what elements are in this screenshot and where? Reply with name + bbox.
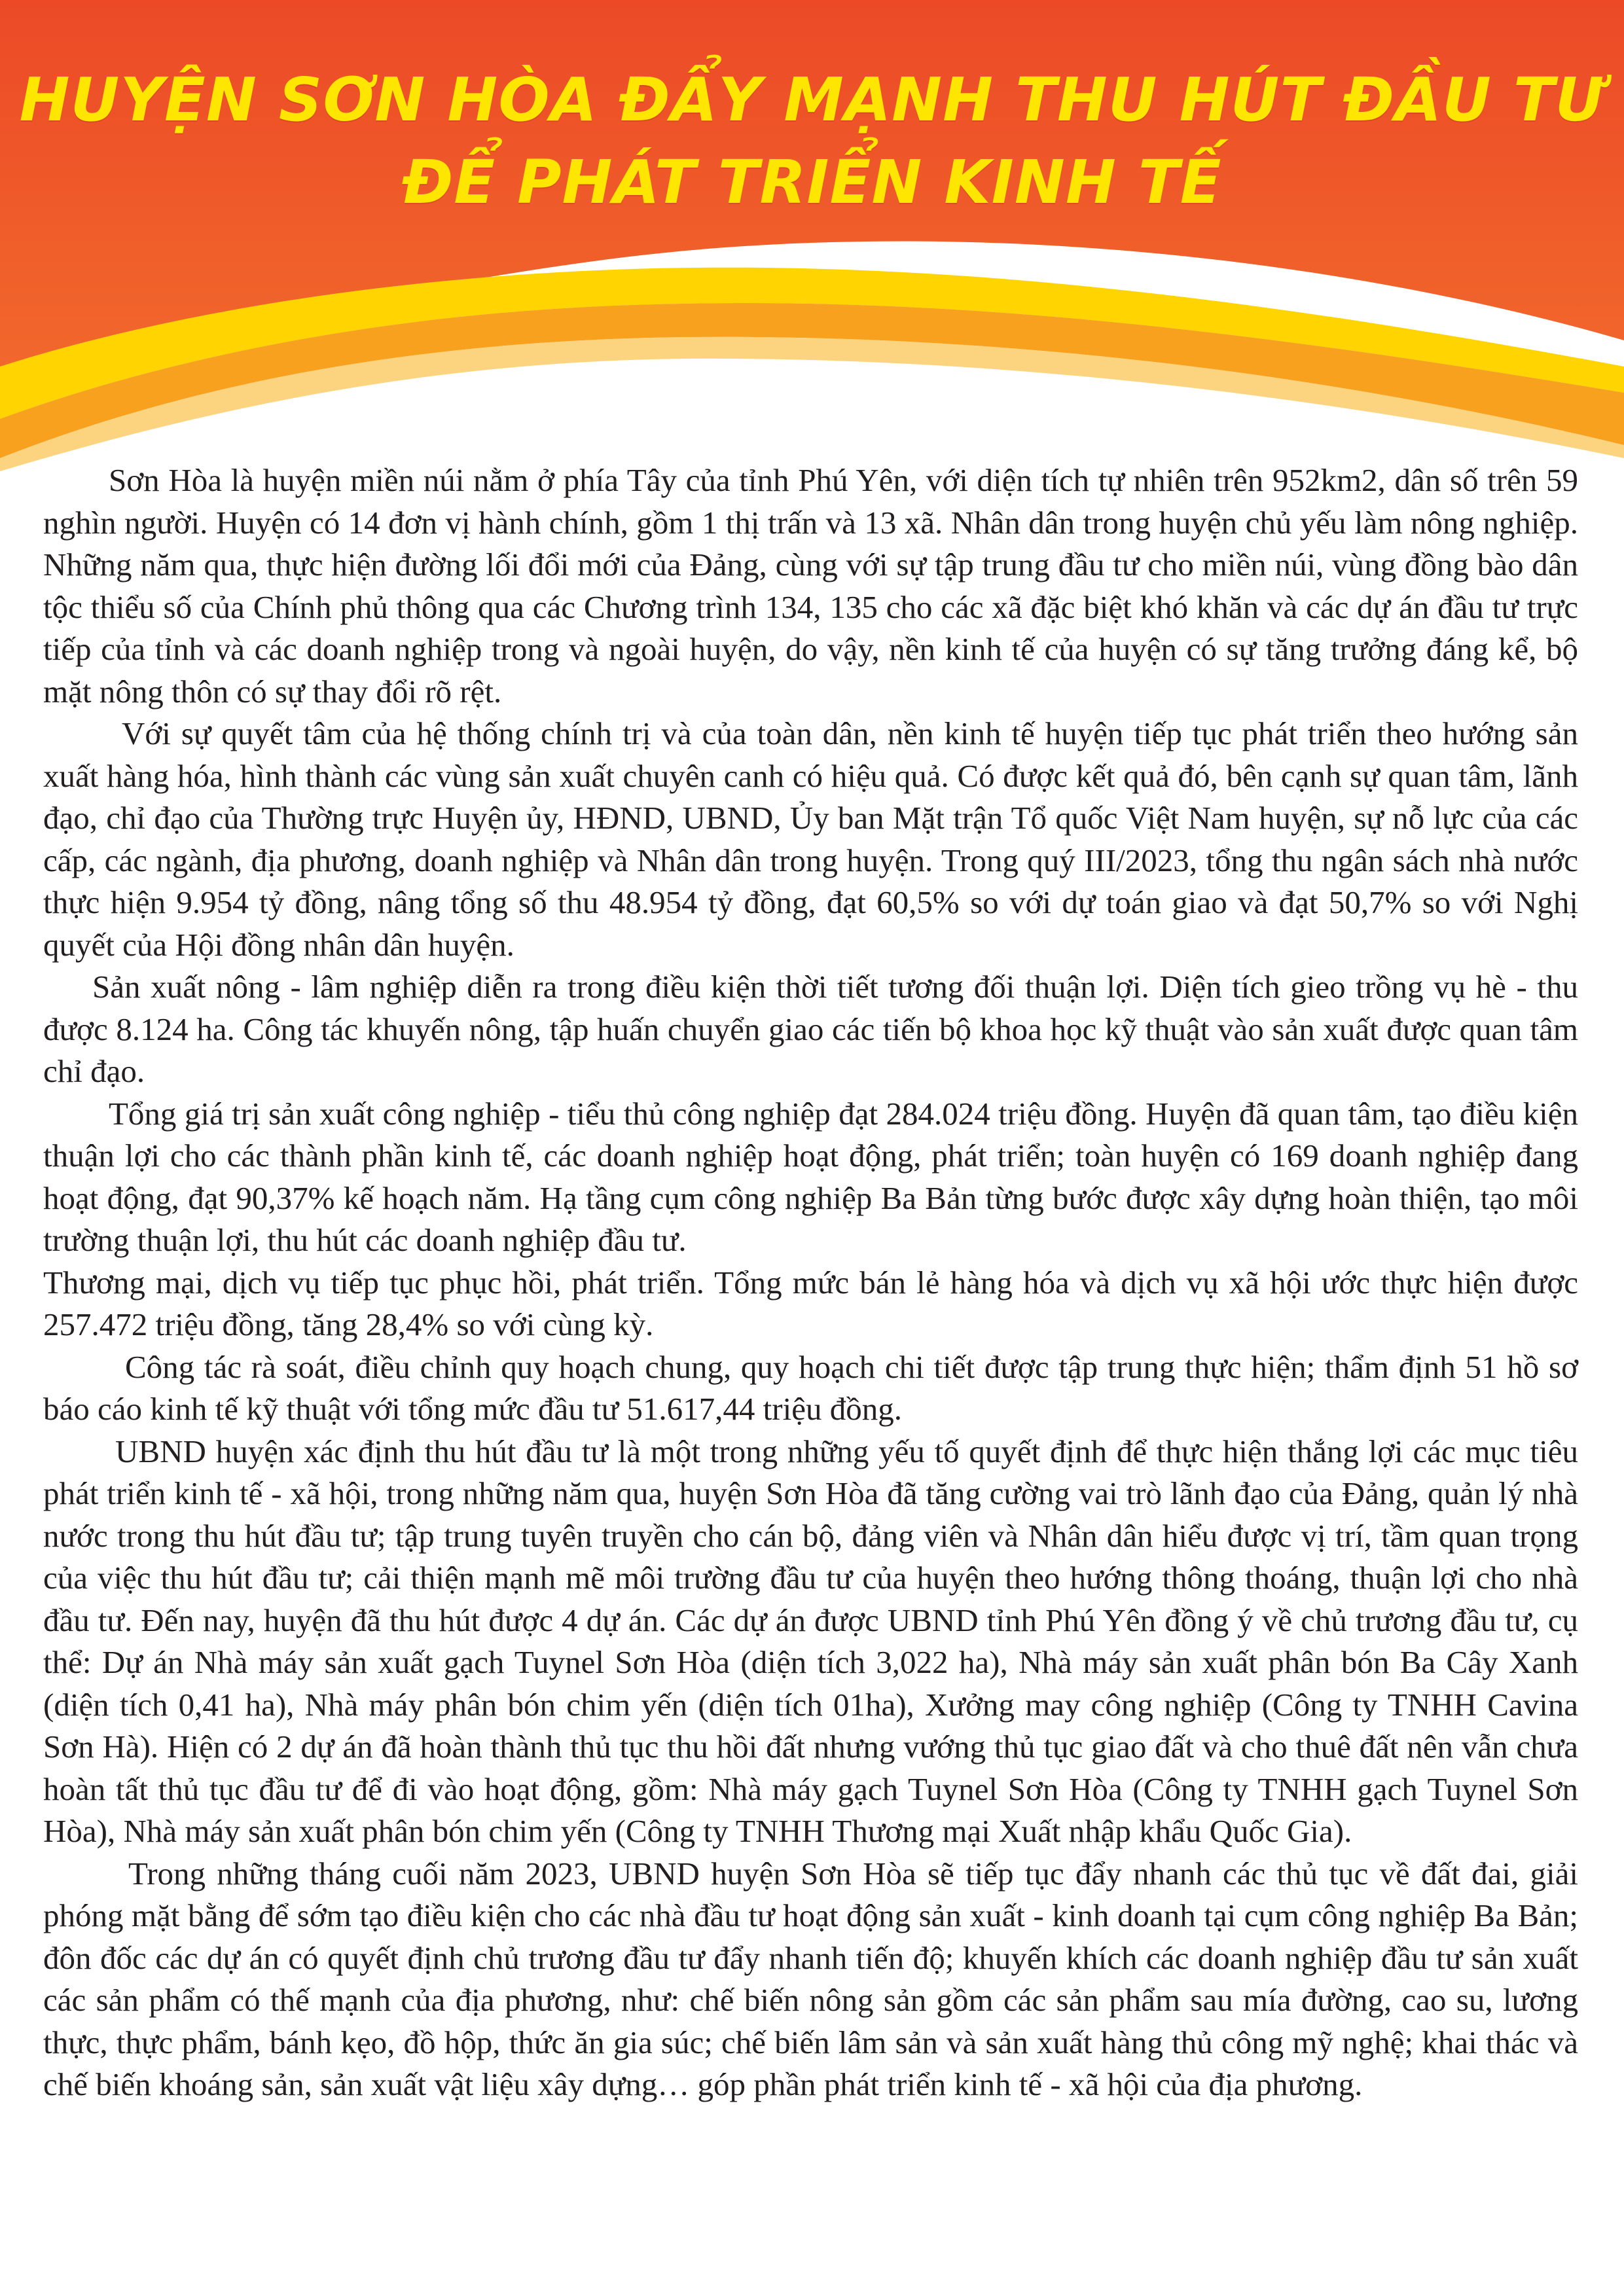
- paragraph-agriculture: Sản xuất nông - lâm nghiệp diễn ra trong điều kiện thời tiết tương đối thuận lợi. Diện tích gieo trồng vụ hè - thu được 8.124 ha. Công tác khuyến nông, tập huấn chuyển giao các tiến bộ khoa học kỹ thuật vào sản xuất được quan tâm chỉ đạo.: [43, 969, 1578, 1089]
- paragraph-planning: Công tác rà soát, điều chỉnh quy hoạch chung, quy hoạch chi tiết được tập trung thực hiện; thẩm định 51 hồ sơ báo cáo kinh tế kỹ thuật với tổng mức đầu tư 51.617,44 triệu đồng.: [43, 1348, 1578, 1427]
- title-line-2: ĐỂ PHÁT TRIỂN KINH TẾ: [402, 147, 1222, 217]
- paragraph-intro: Sơn Hòa là huyện miền núi nằm ở phía Tây của tỉnh Phú Yên, với diện tích tự nhiên trên 952km2, dân số trên 59 nghìn người. Huyện có 14 đơn vị hành chính, gồm 1 thị trấn và 13 xã. Nhân dân trong huyện chủ yếu làm nông nghiệp. Những năm qua, thực hiện đường lối đổi mới của Đảng, cùng với sự tập trung đầu tư cho miền núi, vùng đồng bào dân tộc thiểu số của Chính phủ thông qua các Chương trình 134, 135 cho các xã đặc biệt khó khăn và các dự án đầu tư trực tiếp của tỉnh và các doanh nghiệp trong và ngoài huyện, do vậy, nền kinh tế của huyện có sự tăng trưởng đáng kể, bộ mặt nông thôn có sự thay đổi rõ rệt.: [43, 462, 1578, 709]
- paragraph-economy: Với sự quyết tâm của hệ thống chính trị và của toàn dân, nền kinh tế huyện tiếp tục phát triển theo hướng sản xuất hàng hóa, hình thành các vùng sản xuất chuyên canh có hiệu quả. Có được kết quả đó, bên cạnh sự quan tâm, lãnh đạo, chỉ đạo của Thường trực Huyện ủy, HĐND, UBND, Ủy ban Mặt trận Tổ quốc Việt Nam huyện, sự nỗ lực của các cấp, các ngành, địa phương, doanh nghiệp và Nhân dân trong huyện. Trong quý III/2023, tổng thu ngân sách nhà nước thực hiện 9.954 tỷ đồng, nâng tổng số thu 48.954 tỷ đồng, đạt 60,5% so với dự toán giao và đạt 50,7% so với Nghị quyết của Hội đồng nhân dân huyện.: [43, 715, 1578, 963]
- paragraph-outlook: Trong những tháng cuối năm 2023, UBND huyện Sơn Hòa sẽ tiếp tục đẩy nhanh các thủ tục về đất đai, giải phóng mặt bằng để sớm tạo điều kiện cho các nhà đầu tư hoạt động sản xuất - kinh doanh tại cụm công nghiệp Ba Bản; đôn đốc các dự án có quyết định chủ trương đầu tư đẩy nhanh tiến độ; khuyến khích các doanh nghiệp đầu tư sản xuất các sản phẩm có thế mạnh của địa phương, như: chế biến nông sản gồm các sản phẩm sau mía đường, cao su, lương thực, thực phẩm, bánh kẹo, đồ hộp, thức ăn gia súc; chế biến lâm sản và sản xuất hàng thủ công mỹ nghệ; khai thác và chế biến khoáng sản, sản xuất vật liệu xây dựng… góp phần phát triển kinh tế - xã hội của địa phương.: [43, 1855, 1578, 2102]
- page-title: [0, 59, 1624, 224]
- paragraph-industry: Tổng giá trị sản xuất công nghiệp - tiểu thủ công nghiệp đạt 284.024 triệu đồng. Huyện đã quan tâm, tạo điều kiện thuận lợi cho các thành phần kinh tế, các doanh nghiệp hoạt động, phát triển; toàn huyện có 169 doanh nghiệp đang hoạt động, đạt 90,37% kế hoạch năm. Hạ tầng cụm công nghiệp Ba Bản từng bước được xây dựng hoàn thiện, tạo môi trường thuận lợi, thu hút các doanh nghiệp đầu tư.: [43, 1095, 1578, 1258]
- title-line-1: HUYỆN SƠN HÒA ĐẨY MẠNH THU HÚT ĐẦU TƯ: [19, 65, 1605, 135]
- paragraph-investment: UBND huyện xác định thu hút đầu tư là một trong những yếu tố quyết định để thực hiện thắng lợi các mục tiêu phát triển kinh tế - xã hội, trong những năm qua, huyện Sơn Hòa đã tăng cường vai trò lãnh đạo của Đảng, quản lý nhà nước trong thu hút đầu tư; tập trung tuyên truyền cho cán bộ, đảng viên và Nhân dân hiểu được vị trí, tầm quan trọng của việc thu hút đầu tư; cải thiện mạnh mẽ môi trường đầu tư của huyện theo hướng thông thoáng, thuận lợi cho nhà đầu tư. Đến nay, huyện đã thu hút được 4 dự án. Các dự án được UBND tỉnh Phú Yên đồng ý về chủ trương đầu tư, cụ thể: Dự án Nhà máy sản xuất gạch Tuynel Sơn Hòa (diện tích 3,022 ha), Nhà máy sản xuất phân bón Ba Cây Xanh (diện tích 0,41 ha), Nhà máy phân bón chim yến (diện tích 01ha), Xưởng may công nghiệp (Công ty TNHH Cavina Sơn Hà). Hiện có 2 dự án đã hoàn thành thủ tục thu hồi đất nhưng vướng thủ tục giao đất và cho thuê đất nên vẫn chưa hoàn tất thủ tục đầu tư để đi vào hoạt động, gồm: Nhà máy gạch Tuynel Sơn Hòa (Công ty TNHH gạch Tuynel Sơn Hòa), Nhà máy sản xuất phân bón chim yến (Công ty TNHH Thương mại Xuất nhập khẩu Quốc Gia).: [43, 1433, 1578, 1849]
- paragraph-commerce: Thương mại, dịch vụ tiếp tục phục hồi, phát triển. Tổng mức bán lẻ hàng hóa và dịch vụ xã hội ước thực hiện được 257.472 triệu đồng, tăng 28,4% so với cùng kỳ.: [43, 1264, 1578, 1342]
- article-body: [43, 459, 1578, 2106]
